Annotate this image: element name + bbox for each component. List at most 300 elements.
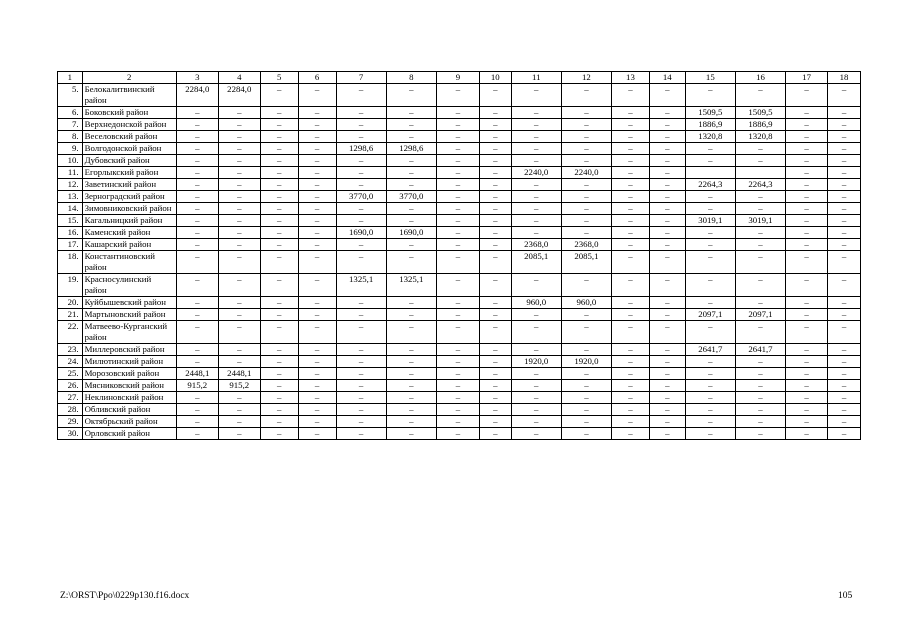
value-cell: 2097,1 <box>685 309 735 321</box>
value-cell: 1886,9 <box>685 119 735 131</box>
value-cell: – <box>218 404 260 416</box>
value-cell: – <box>260 321 298 344</box>
value-cell: – <box>436 119 479 131</box>
value-cell: – <box>336 155 386 167</box>
value-cell: 1320,8 <box>685 131 735 143</box>
value-cell: – <box>828 203 861 215</box>
value-cell: – <box>735 380 785 392</box>
value-cell: – <box>479 274 511 297</box>
district-name: Каменский район <box>82 227 176 239</box>
value-cell: – <box>649 191 685 203</box>
value-cell: – <box>298 155 336 167</box>
row-number: 8. <box>58 131 83 143</box>
value-cell: – <box>218 344 260 356</box>
value-cell: – <box>386 380 436 392</box>
row-number: 20. <box>58 297 83 309</box>
value-cell: – <box>176 404 218 416</box>
value-cell: – <box>479 84 511 107</box>
value-cell: – <box>436 297 479 309</box>
value-cell: – <box>612 251 650 274</box>
value-cell: – <box>336 344 386 356</box>
value-cell: – <box>260 119 298 131</box>
value-cell: – <box>176 356 218 368</box>
value-cell: – <box>511 119 561 131</box>
value-cell: – <box>479 321 511 344</box>
value-cell: – <box>298 404 336 416</box>
value-cell: 3770,0 <box>386 191 436 203</box>
value-cell: – <box>612 239 650 251</box>
value-cell: – <box>479 368 511 380</box>
value-cell: – <box>336 119 386 131</box>
value-cell: – <box>511 416 561 428</box>
table-row <box>58 297 861 309</box>
value-cell: – <box>685 380 735 392</box>
value-cell: – <box>786 309 828 321</box>
value-cell: – <box>260 131 298 143</box>
value-cell: – <box>336 392 386 404</box>
value-cell: – <box>479 309 511 321</box>
value-cell: – <box>298 297 336 309</box>
value-cell: – <box>386 251 436 274</box>
value-cell: – <box>786 321 828 344</box>
district-name: Заветинский район <box>82 179 176 191</box>
value-cell: – <box>218 155 260 167</box>
value-cell: – <box>786 155 828 167</box>
value-cell: – <box>612 368 650 380</box>
value-cell: 2264,3 <box>685 179 735 191</box>
row-number: 27. <box>58 392 83 404</box>
value-cell: – <box>649 404 685 416</box>
value-cell: – <box>828 179 861 191</box>
value-cell: – <box>561 368 611 380</box>
value-cell: 1298,6 <box>336 143 386 155</box>
value-cell: 1320,8 <box>735 131 785 143</box>
value-cell: 3019,1 <box>685 215 735 227</box>
value-cell: – <box>436 167 479 179</box>
value-cell: – <box>685 404 735 416</box>
value-cell: – <box>336 321 386 344</box>
value-cell: – <box>561 119 611 131</box>
value-cell: – <box>336 203 386 215</box>
value-cell: – <box>386 321 436 344</box>
value-cell: – <box>612 344 650 356</box>
value-cell: – <box>786 344 828 356</box>
value-cell: – <box>260 191 298 203</box>
value-cell: – <box>176 239 218 251</box>
value-cell: 2641,7 <box>735 344 785 356</box>
value-cell: – <box>298 191 336 203</box>
value-cell: – <box>479 428 511 440</box>
value-cell: – <box>685 356 735 368</box>
value-cell: – <box>735 416 785 428</box>
value-cell: – <box>649 84 685 107</box>
value-cell: – <box>786 368 828 380</box>
district-name: Обливский район <box>82 404 176 416</box>
value-cell: – <box>685 428 735 440</box>
value-cell: – <box>479 344 511 356</box>
value-cell: – <box>828 297 861 309</box>
row-number: 10. <box>58 155 83 167</box>
value-cell: – <box>218 274 260 297</box>
table-row <box>58 428 861 440</box>
value-cell: – <box>612 416 650 428</box>
value-cell: – <box>436 191 479 203</box>
value-cell: – <box>386 239 436 251</box>
value-cell: – <box>386 167 436 179</box>
value-cell: – <box>386 203 436 215</box>
value-cell: – <box>218 321 260 344</box>
value-cell: – <box>612 155 650 167</box>
value-cell: – <box>436 392 479 404</box>
value-cell: – <box>436 179 479 191</box>
value-cell: – <box>685 203 735 215</box>
district-name: Миллеровский район <box>82 344 176 356</box>
value-cell: – <box>436 143 479 155</box>
district-name: Орловский район <box>82 428 176 440</box>
value-cell: – <box>649 344 685 356</box>
value-cell: – <box>561 404 611 416</box>
value-cell: – <box>176 344 218 356</box>
value-cell: – <box>218 107 260 119</box>
column-number-header: 10 <box>479 72 511 84</box>
value-cell: – <box>260 143 298 155</box>
value-cell: – <box>479 167 511 179</box>
value-cell: – <box>612 191 650 203</box>
value-cell: – <box>735 84 785 107</box>
value-cell: – <box>649 416 685 428</box>
value-cell: – <box>612 274 650 297</box>
value-cell: – <box>260 380 298 392</box>
value-cell: – <box>260 344 298 356</box>
value-cell: – <box>336 416 386 428</box>
value-cell: – <box>218 215 260 227</box>
district-name: Матвеево-Курганский район <box>82 321 176 344</box>
value-cell: – <box>612 107 650 119</box>
district-name: Мясниковский район <box>82 380 176 392</box>
column-number-header: 3 <box>176 72 218 84</box>
value-cell: – <box>735 321 785 344</box>
value-cell: – <box>612 119 650 131</box>
value-cell: – <box>436 131 479 143</box>
value-cell: – <box>828 227 861 239</box>
value-cell: – <box>436 215 479 227</box>
row-number: 14. <box>58 203 83 215</box>
value-cell: – <box>218 119 260 131</box>
value-cell: – <box>260 107 298 119</box>
value-cell: – <box>436 239 479 251</box>
value-cell: – <box>685 392 735 404</box>
value-cell: – <box>649 380 685 392</box>
value-cell: – <box>176 321 218 344</box>
value-cell: – <box>649 143 685 155</box>
value-cell: – <box>511 344 561 356</box>
value-cell: – <box>479 416 511 428</box>
value-cell: – <box>561 179 611 191</box>
value-cell: – <box>336 167 386 179</box>
value-cell: – <box>561 274 611 297</box>
value-cell: – <box>298 368 336 380</box>
value-cell: – <box>828 309 861 321</box>
column-number-header: 18 <box>828 72 861 84</box>
table-row <box>58 131 861 143</box>
column-number-header: 15 <box>685 72 735 84</box>
row-number: 18. <box>58 251 83 274</box>
value-cell: – <box>260 227 298 239</box>
value-cell: – <box>735 356 785 368</box>
value-cell: – <box>828 321 861 344</box>
value-cell: – <box>336 215 386 227</box>
value-cell: – <box>612 392 650 404</box>
value-cell: – <box>612 131 650 143</box>
table-row <box>58 321 861 344</box>
district-name: Куйбышевский район <box>82 297 176 309</box>
value-cell: – <box>298 392 336 404</box>
value-cell: – <box>260 84 298 107</box>
column-number-header: 6 <box>298 72 336 84</box>
table-row <box>58 309 861 321</box>
value-cell: – <box>828 143 861 155</box>
value-cell: – <box>298 227 336 239</box>
column-number-header: 14 <box>649 72 685 84</box>
district-name: Верхнедонской район <box>82 119 176 131</box>
value-cell: – <box>612 356 650 368</box>
value-cell: – <box>612 428 650 440</box>
value-cell: – <box>561 215 611 227</box>
value-cell: – <box>685 84 735 107</box>
value-cell: – <box>218 167 260 179</box>
value-cell: – <box>511 143 561 155</box>
value-cell: – <box>561 428 611 440</box>
value-cell: – <box>828 428 861 440</box>
value-cell: – <box>298 215 336 227</box>
value-cell: – <box>561 309 611 321</box>
value-cell: – <box>561 344 611 356</box>
district-name: Милютинский район <box>82 356 176 368</box>
value-cell: – <box>336 179 386 191</box>
value-cell: – <box>176 428 218 440</box>
district-name: Зерноградский район <box>82 191 176 203</box>
value-cell: – <box>479 239 511 251</box>
value-cell: – <box>786 107 828 119</box>
value-cell: – <box>298 107 336 119</box>
value-cell: – <box>786 404 828 416</box>
value-cell: – <box>479 356 511 368</box>
value-cell: 1325,1 <box>386 274 436 297</box>
row-number: 24. <box>58 356 83 368</box>
column-number-row <box>58 72 861 84</box>
value-cell: – <box>176 143 218 155</box>
value-cell: – <box>436 274 479 297</box>
value-cell: – <box>298 356 336 368</box>
value-cell: 2240,0 <box>561 167 611 179</box>
value-cell: – <box>298 179 336 191</box>
table-row <box>58 215 861 227</box>
value-cell: – <box>479 404 511 416</box>
district-name: Боковский район <box>82 107 176 119</box>
value-cell: 2641,7 <box>685 344 735 356</box>
value-cell: – <box>612 179 650 191</box>
value-cell: – <box>649 155 685 167</box>
value-cell: – <box>786 356 828 368</box>
table-row <box>58 392 861 404</box>
value-cell: – <box>649 215 685 227</box>
row-number: 26. <box>58 380 83 392</box>
row-number: 11. <box>58 167 83 179</box>
value-cell: – <box>561 227 611 239</box>
value-cell: 1509,5 <box>685 107 735 119</box>
value-cell: 2097,1 <box>735 309 785 321</box>
value-cell: 915,2 <box>176 380 218 392</box>
row-number: 12. <box>58 179 83 191</box>
value-cell: – <box>511 380 561 392</box>
value-cell: – <box>511 215 561 227</box>
value-cell: – <box>298 84 336 107</box>
value-cell: – <box>511 392 561 404</box>
value-cell: – <box>479 107 511 119</box>
value-cell: – <box>479 227 511 239</box>
value-cell: – <box>735 404 785 416</box>
table-body <box>58 72 861 440</box>
value-cell: – <box>260 274 298 297</box>
value-cell: 915,2 <box>218 380 260 392</box>
value-cell: – <box>828 344 861 356</box>
value-cell: – <box>828 167 861 179</box>
value-cell: – <box>336 404 386 416</box>
value-cell: 2448,1 <box>218 368 260 380</box>
row-number: 15. <box>58 215 83 227</box>
district-name: Константиновский район <box>82 251 176 274</box>
value-cell: – <box>735 392 785 404</box>
value-cell: – <box>735 227 785 239</box>
value-cell: – <box>511 84 561 107</box>
value-cell: – <box>218 227 260 239</box>
value-cell: – <box>786 239 828 251</box>
row-number: 9. <box>58 143 83 155</box>
value-cell: – <box>386 107 436 119</box>
value-cell: – <box>786 191 828 203</box>
value-cell: – <box>298 251 336 274</box>
value-cell: – <box>649 309 685 321</box>
value-cell: – <box>828 191 861 203</box>
value-cell: – <box>436 251 479 274</box>
value-cell: – <box>612 215 650 227</box>
value-cell: – <box>176 227 218 239</box>
row-number: 23. <box>58 344 83 356</box>
value-cell: – <box>336 131 386 143</box>
value-cell: – <box>479 191 511 203</box>
value-cell: – <box>649 356 685 368</box>
value-cell: 1325,1 <box>336 274 386 297</box>
table-row <box>58 203 861 215</box>
value-cell: – <box>336 380 386 392</box>
table-row <box>58 179 861 191</box>
value-cell: – <box>218 392 260 404</box>
value-cell: – <box>260 368 298 380</box>
value-cell: – <box>218 179 260 191</box>
value-cell: – <box>685 251 735 274</box>
row-number: 28. <box>58 404 83 416</box>
row-number: 6. <box>58 107 83 119</box>
value-cell: 2240,0 <box>511 167 561 179</box>
value-cell: – <box>649 227 685 239</box>
value-cell: – <box>176 131 218 143</box>
table-row <box>58 380 861 392</box>
value-cell: – <box>336 428 386 440</box>
table-row <box>58 239 861 251</box>
value-cell: – <box>786 380 828 392</box>
value-cell: – <box>298 416 336 428</box>
value-cell: – <box>386 344 436 356</box>
table-row <box>58 404 861 416</box>
table-row <box>58 84 861 107</box>
table-row <box>58 227 861 239</box>
value-cell: – <box>828 239 861 251</box>
value-cell: – <box>511 309 561 321</box>
value-cell: – <box>336 84 386 107</box>
value-cell: – <box>436 380 479 392</box>
row-number: 30. <box>58 428 83 440</box>
value-cell: – <box>511 179 561 191</box>
value-cell: – <box>612 321 650 344</box>
value-cell: – <box>612 297 650 309</box>
value-cell: – <box>649 274 685 297</box>
value-cell: – <box>336 251 386 274</box>
value-cell: – <box>828 119 861 131</box>
value-cell: – <box>176 416 218 428</box>
value-cell: – <box>612 380 650 392</box>
value-cell: – <box>511 274 561 297</box>
value-cell: – <box>176 274 218 297</box>
value-cell: – <box>511 155 561 167</box>
value-cell: – <box>612 203 650 215</box>
row-number: 21. <box>58 309 83 321</box>
value-cell: – <box>479 131 511 143</box>
value-cell: – <box>386 309 436 321</box>
value-cell: – <box>479 297 511 309</box>
value-cell: – <box>386 368 436 380</box>
value-cell: – <box>649 392 685 404</box>
value-cell: – <box>436 155 479 167</box>
value-cell: – <box>176 107 218 119</box>
value-cell: – <box>260 155 298 167</box>
column-number-header: 7 <box>336 72 386 84</box>
value-cell: – <box>828 404 861 416</box>
value-cell: – <box>828 380 861 392</box>
district-name: Кагальницкий район <box>82 215 176 227</box>
value-cell: – <box>176 155 218 167</box>
value-cell: 1690,0 <box>336 227 386 239</box>
value-cell: – <box>479 203 511 215</box>
value-cell: – <box>436 344 479 356</box>
district-name: Кашарский район <box>82 239 176 251</box>
value-cell: – <box>336 356 386 368</box>
row-number: 25. <box>58 368 83 380</box>
value-cell: – <box>828 251 861 274</box>
value-cell: – <box>735 155 785 167</box>
table-row <box>58 155 861 167</box>
value-cell: – <box>786 416 828 428</box>
table-row <box>58 167 861 179</box>
value-cell: – <box>786 131 828 143</box>
value-cell: – <box>828 131 861 143</box>
value-cell: 2085,1 <box>561 251 611 274</box>
value-cell: – <box>176 297 218 309</box>
value-cell: – <box>561 321 611 344</box>
value-cell: – <box>218 356 260 368</box>
table-row <box>58 119 861 131</box>
value-cell: – <box>298 380 336 392</box>
value-cell: – <box>336 309 386 321</box>
